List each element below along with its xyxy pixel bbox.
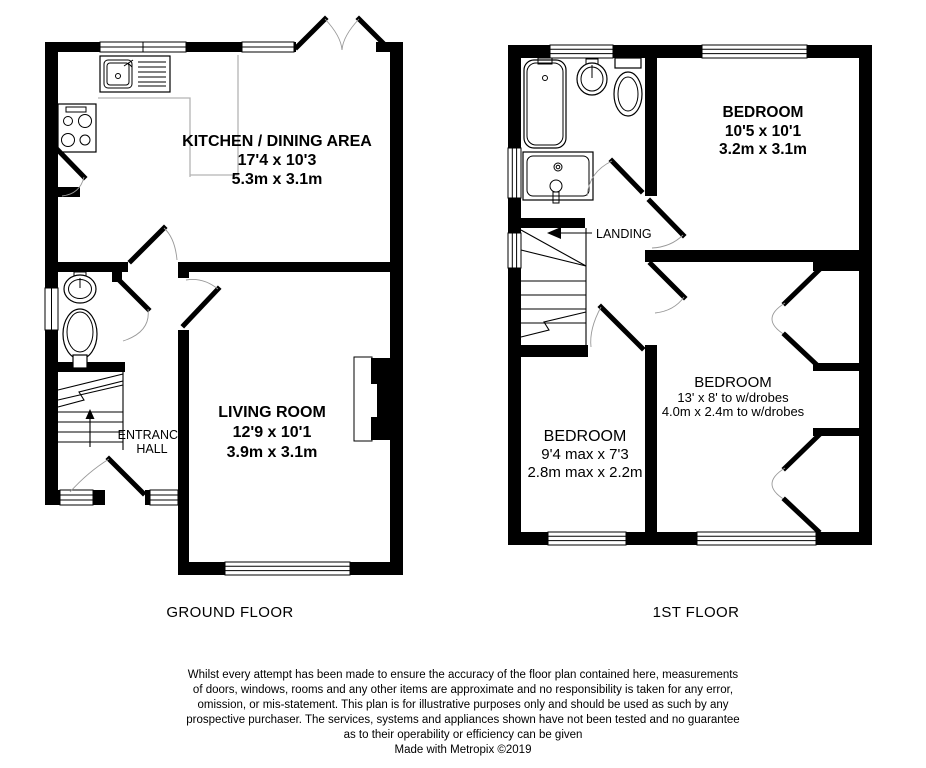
bathroom-side-window bbox=[508, 148, 521, 198]
living-room-door bbox=[184, 279, 218, 325]
bedroom1-label: BEDROOM bbox=[722, 104, 804, 121]
bedroom3-door bbox=[591, 307, 642, 348]
bedroom2-label: BEDROOM bbox=[694, 374, 772, 391]
ground-floor-title: GROUND FLOOR bbox=[166, 604, 294, 621]
disclaimer-line-5: as to their operability or efficiency can be given bbox=[343, 729, 583, 741]
living-metric: 3.9m x 3.1m bbox=[226, 444, 318, 461]
bedroom3-imperial: 9'4 max x 7'3 bbox=[541, 446, 629, 463]
french-doors bbox=[297, 19, 387, 50]
ground-room-labels bbox=[118, 133, 373, 461]
bedroom1-window bbox=[702, 45, 807, 58]
wardrobe-doors-top bbox=[772, 271, 818, 366]
kitchen-window bbox=[100, 42, 186, 52]
wc-window bbox=[45, 288, 58, 330]
disclaimer-line-3: omission, or mis-statement. This plan is for illustrative purposes only and should be used as such by any bbox=[197, 699, 729, 711]
hall-kitchen-opening-door bbox=[131, 228, 177, 261]
disclaimer-text bbox=[186, 669, 739, 756]
kitchen-metric: 5.3m x 3.1m bbox=[231, 171, 323, 188]
wc-door bbox=[119, 280, 148, 341]
living-imperial: 12'9 x 10'1 bbox=[232, 424, 312, 441]
wc-sink-fixture bbox=[64, 272, 96, 303]
bedroom1-imperial: 10'5 x 10'1 bbox=[724, 123, 802, 140]
bedroom3-label: BEDROOM bbox=[543, 428, 627, 445]
bedroom1-door bbox=[650, 201, 683, 248]
front-door bbox=[70, 459, 143, 493]
bedroom2-metric: 4.0m x 2.4m to w/drobes bbox=[661, 404, 805, 419]
first-stairs bbox=[521, 228, 586, 345]
wc-toilet-fixture bbox=[63, 309, 97, 368]
bedroom1-metric: 3.2m x 3.1m bbox=[719, 141, 807, 158]
front-door-sidelight-left bbox=[60, 490, 93, 505]
vanity-unit-fixture bbox=[523, 152, 593, 203]
entrance-hall-label-line2: HALL bbox=[136, 442, 168, 456]
dining-window bbox=[242, 42, 294, 52]
bedroom2-imperial: 13' x 8' to w/drobes bbox=[677, 390, 789, 405]
bathroom-top-window bbox=[550, 45, 613, 58]
front-door-sidelight-right bbox=[150, 490, 178, 505]
living-window bbox=[225, 562, 350, 575]
metropix-credit: Made with Metropix ©2019 bbox=[394, 744, 532, 756]
bedroom2-door bbox=[651, 264, 684, 313]
disclaimer-line-2: of doors, windows, rooms and any other items are approximate and no responsibility is taken for any error, bbox=[192, 684, 734, 696]
landing-direction-arrow-icon bbox=[547, 227, 592, 239]
bedroom2-window bbox=[697, 532, 816, 545]
fireplace-fixture bbox=[354, 357, 390, 441]
landing-label: LANDING bbox=[596, 227, 652, 241]
kitchen-imperial: 17'4 x 10'3 bbox=[237, 152, 317, 169]
kitchen-sink-fixture bbox=[100, 56, 170, 92]
wardrobe-doors-bottom bbox=[772, 436, 818, 531]
bathroom-sink-fixture bbox=[577, 59, 607, 95]
disclaimer-line-4: prospective purchaser. The services, systems and appliances shown have not been tested and no guarantee bbox=[186, 714, 740, 726]
stairs-up-arrow-icon bbox=[86, 409, 95, 447]
bathroom-door bbox=[587, 161, 641, 196]
disclaimer-line-1: Whilst every attempt has been made to ensure the accuracy of the floor plan contained here, measurements bbox=[187, 669, 739, 681]
ground-walls bbox=[45, 42, 403, 575]
bath-fixture bbox=[524, 58, 566, 148]
stove-fixture bbox=[58, 104, 96, 152]
kitchen-label: KITCHEN / DINING AREA bbox=[182, 133, 372, 150]
first-floor-title: 1ST FLOOR bbox=[652, 604, 740, 621]
bedroom3-metric: 2.8m max x 2.2m bbox=[527, 464, 643, 481]
toilet-fixture bbox=[614, 58, 642, 116]
living-label: LIVING ROOM bbox=[218, 404, 326, 421]
entrance-hall-label-line1: ENTRANCE bbox=[117, 428, 187, 442]
ground-floor-plan bbox=[45, 19, 403, 575]
ground-stairs bbox=[58, 372, 123, 450]
bedroom3-window bbox=[548, 532, 626, 545]
landing-window bbox=[508, 233, 521, 268]
first-floor-plan bbox=[508, 45, 872, 545]
